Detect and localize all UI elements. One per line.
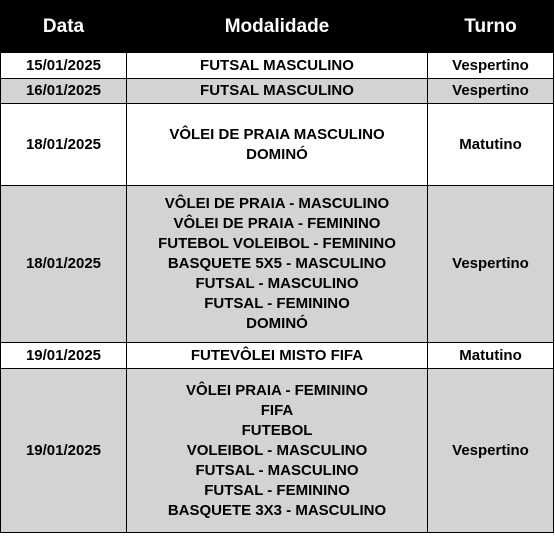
modality-item: FUTSAL - FEMININO	[204, 481, 350, 499]
date-cell: 15/01/2025	[1, 53, 127, 79]
date-cell: 16/01/2025	[1, 79, 127, 104]
header-row	[1, 1, 554, 53]
modality-item: VÔLEI DE PRAIA - MASCULINO	[164, 195, 390, 212]
modality-cell	[127, 104, 428, 186]
date-cell: 18/01/2025	[1, 186, 127, 343]
table-row	[1, 104, 554, 186]
modality-item: FUTEBOL VOLEIBOL - FEMININO	[158, 235, 396, 252]
date-cell: 18/01/2025	[1, 104, 127, 186]
modality-item: FUTEVÔLEI MISTO FIFA	[190, 346, 364, 364]
modality-item: FUTSAL - MASCULINO	[195, 461, 359, 479]
table-row	[1, 79, 554, 104]
modality-item: BASQUETE 3X3 - MASCULINO	[167, 501, 387, 519]
modality-item: FUTSAL MASCULINO	[200, 56, 354, 74]
modality-item: DOMINÓ	[246, 315, 308, 332]
shift-cell: Matutino	[428, 343, 554, 369]
modality-item: FUTSAL - FEMININO	[204, 295, 350, 312]
shift-cell: Vespertino	[428, 79, 554, 104]
shift-cell: Vespertino	[428, 369, 554, 533]
date-cell: 19/01/2025	[1, 369, 127, 533]
modality-cell	[127, 53, 428, 79]
table-row	[1, 186, 554, 343]
modality-item: VOLEIBOL - MASCULINO	[186, 441, 368, 459]
modality-item: VÔLEI DE PRAIA - FEMININO	[173, 215, 381, 232]
modality-item: FUTSAL MASCULINO	[200, 82, 354, 99]
modality-item: DOMINÓ	[246, 145, 308, 163]
shift-cell: Matutino	[428, 104, 554, 186]
date-cell: 19/01/2025	[1, 343, 127, 369]
modality-cell	[127, 79, 428, 104]
modality-item: FUTSAL - MASCULINO	[195, 275, 359, 292]
modality-item: VÔLEI DE PRAIA MASCULINO	[169, 125, 385, 143]
table-row	[1, 343, 554, 369]
header-modality: Modalidade	[127, 1, 428, 53]
modality-item: VÔLEI PRAIA - FEMININO	[186, 381, 368, 399]
modality-cell	[127, 369, 428, 533]
table-row	[1, 369, 554, 533]
modality-item: FUTEBOL	[241, 421, 313, 439]
modality-cell	[127, 343, 428, 369]
shift-cell: Vespertino	[428, 53, 554, 79]
shift-cell: Vespertino	[428, 186, 554, 343]
header-shift: Turno	[428, 1, 554, 53]
modality-item: FIFA	[260, 401, 294, 419]
header-date: Data	[1, 1, 127, 53]
modality-item: BASQUETE 5X5 - MASCULINO	[167, 255, 387, 272]
table-row	[1, 53, 554, 79]
modality-cell	[127, 186, 428, 343]
